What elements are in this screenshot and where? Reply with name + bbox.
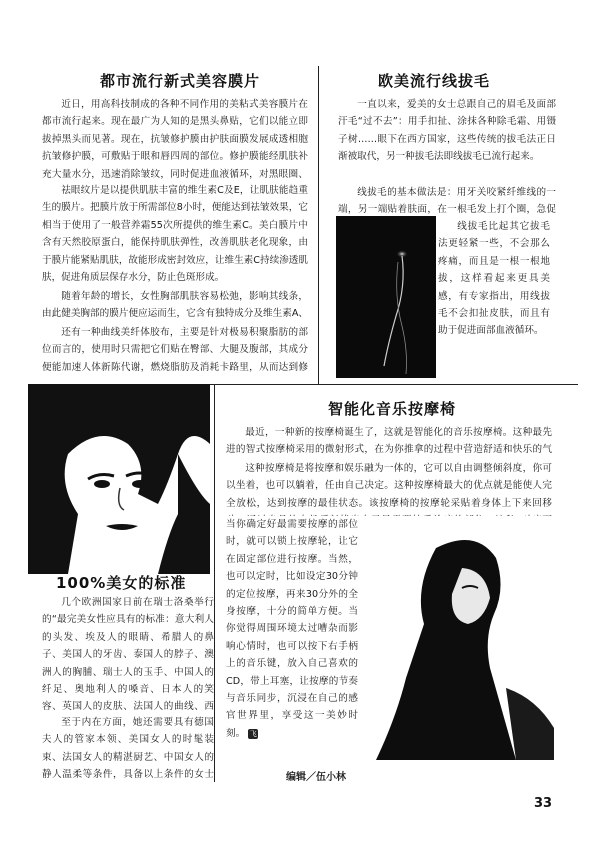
paragraph: 还有一种曲线美纤体胶布，主要是针对极易积聚脂肪的部位而言的，使用时只需把它们贴在臀部、大腿及腹部，其成分便能加速人体新陈代谢，燃烧脂肪及消耗卡路里，从而达到修 xyxy=(42,327,308,373)
column-divider xyxy=(214,384,215,782)
paragraph: 最近，一种新的按摩椅诞生了，这就是智能化的音乐按摩椅。这种最先进的智式按摩椅采用的微射形式，在为你推拿的过程中营造舒适和快乐的气 xyxy=(226,427,552,456)
paragraph: 线拔毛的基本做法是：用牙关咬紧纤维线的一端，另一端贴着肤面，在一根毛发上打个圈，急促 xyxy=(338,187,556,216)
woman-relaxing-image xyxy=(366,528,558,760)
paragraph: 一直以来，爱美的女士总跟自己的眉毛及面部汗毛“过不去”：用手扣扯、涂抹各种除毛霜、用镊子树……眼下在西方国家，这些传统的拔毛法正日渐被取代，另一种拔毛法即线拔毛已流行起来。 xyxy=(338,99,556,163)
paragraph-continuation: 当你确定好最需要按摩的部位时，就可以锁上按摩轮，让它在固定部位进行按摩。当然，也可以定时，比如设定30分钟的定位按摩，再来30分外的全身按摩，十分的简单方便。当你觉得周围环境太过嘈杂而影响心情时，也可以按下右手柄上的音乐键，放入自己喜欢的CD，带上耳塞，让按摩的节奏与音乐同步，沉浸在自己的感官世界里，享受这一美妙时刻。 xyxy=(226,519,358,739)
end-mark-icon: 飞 xyxy=(249,729,257,738)
article-title-thread-hair-removal: 欧美流行线拔毛 xyxy=(378,72,491,90)
paragraph: 随着年龄的增长，女性胸部肌肤容易松弛，影响其线条，由此健美胸部的膜片便应运而生，它含有独特成分及维生素A、 xyxy=(42,291,308,320)
article-title-beauty-patch: 都市流行新式美容膜片 xyxy=(100,72,261,90)
paragraph: 几个欧洲国家日前在瑞士洛桑举行的“最完美女性应具有的标准：意大利人的头发、埃及人的眼睛、希腊人的鼻子、美国人的牙齿、泰国人的脖子、澳洲人的胸脯、瑞士人的玉手、中国人的纤足、奥地利人的嗓音、日本人的笑容、英国人的皮肤、法国人的曲线、西 xyxy=(42,597,214,713)
paragraph: 这种按摩椅是将按摩和娱乐融为一体的，它可以自由调整倾斜度，你可以坐着，也可以躺着，任由自己决定。这种按摩椅最大的优点就是能使人完全放松，达到按摩的最佳状态。该按摩椅的按摩轮采贴着身体上下来回移 xyxy=(226,463,552,509)
column-divider xyxy=(318,66,319,384)
woman-face-image xyxy=(28,384,210,574)
article-title-perfect-beauty: 100%美女的标准 xyxy=(56,574,187,592)
photo-woman-face xyxy=(28,384,210,574)
paragraph: 至于内在方面，她还需要具有德国夫人的管家本领、美国女人的时髦装束、法国女人的精湛厨艺、中国女人的静人温柔等条件，具备以上条件的女士 xyxy=(42,717,214,781)
editor-credit: 编辑／伍小林 xyxy=(286,772,346,783)
paragraph: 线拔毛比起其它拔毛法更轻紧一些，不会那么疼痛，而且是一根一根地拔，这样看起来更具美感，有专家指出，用线拔毛不会扣扯皮肤，而且有助于促进面部血液循环。 xyxy=(438,221,550,337)
paragraph: 祛眼纹片是以提供肌肤丰富的维生素C及E，让肌肤能趋重生的膜片。把膜片放于所需部位8小时，便能达到祛皱效果，它相当于使用了一般营养霜55次所提供的维生素C。美白膜片中含有天然胶原蛋白，能保持肌肤弹性，改善肌肤老化现象，由于膜片能紧贴肌肤，故能形成密封效应，让维生素C持续渗透肌肤，促进角质层保存水分，防止色斑形成。 xyxy=(42,185,308,284)
photo-woman-relaxing xyxy=(366,528,558,760)
article-title-massage-chair: 智能化音乐按摩椅 xyxy=(328,400,457,418)
paragraph: 近日，用高科技制成的各种不同作用的美粘式美容膜片在都市流行起来。现在最广为人知的是黑头鼻贴，它们以能立即拔掉黑头而见著。现在，抗皱修护膜由护肤面膜发展成透相胞抗皱修护膜，可敷贴于眼和唇四周的部位。修护膜能经肌肤补充大量水分，迅速消除皱纹，同时促进血液循环，对黑眼圈、 xyxy=(42,99,308,180)
paragraph xyxy=(226,516,358,758)
photo-thread-dark xyxy=(336,216,436,378)
thread-hair-image xyxy=(336,216,436,378)
page-number: 33 xyxy=(534,796,553,811)
